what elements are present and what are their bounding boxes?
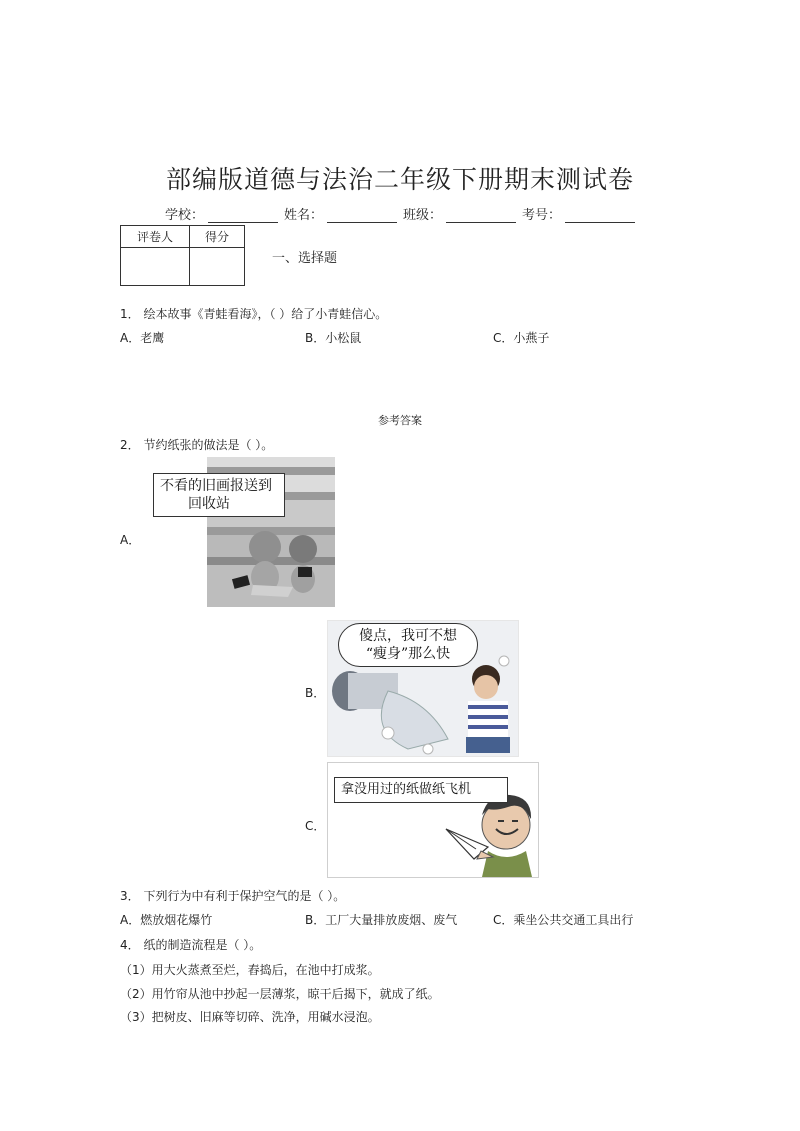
option-a-illustration[interactable] <box>143 457 337 614</box>
question-3-option-a[interactable]: A．燃放烟花爆竹 <box>120 913 213 927</box>
question-4-stem: 4． 纸的制造流程是（ ）。 <box>120 938 262 952</box>
question-3-option-c[interactable]: C．乘坐公共交通工具出行 <box>493 913 634 927</box>
option-c-illustration[interactable] <box>327 762 539 878</box>
question-1-option-b[interactable]: B．小松鼠 <box>305 331 362 345</box>
option-b-illustration[interactable] <box>327 620 519 757</box>
grader-header: 评卷人 <box>121 226 190 248</box>
class-field[interactable] <box>446 208 516 223</box>
option-a-bubble-line1: 不看的旧画报送到 <box>160 478 272 494</box>
question-2-option-b-label[interactable]: B． <box>305 686 326 700</box>
question-3-option-b[interactable]: B．工厂大量排放废烟、废气 <box>305 913 458 927</box>
question-4-step-2: （2）用竹帘从池中抄起一层薄浆，晾干后揭下，就成了纸。 <box>120 987 440 1001</box>
score-cell[interactable] <box>190 248 245 286</box>
option-a-bubble-line2: 回收站 <box>188 496 230 512</box>
question-2-option-c-label[interactable]: C． <box>305 819 326 833</box>
option-c-bubble-text: 拿没用过的纸做纸飞机 <box>341 782 472 797</box>
school-label: 学校： <box>165 208 205 223</box>
option-a-speech-bubble <box>153 473 285 517</box>
section-title: 一、选择题 <box>272 251 338 266</box>
name-field[interactable] <box>327 208 397 223</box>
page-title: 部编版道德与法治二年级下册期末测试卷 <box>165 165 634 194</box>
question-1-option-a[interactable]: A．老鹰 <box>120 331 165 345</box>
class-label: 班级： <box>403 208 443 223</box>
option-b-bubble-line2: “瘦身”那么快 <box>365 646 451 662</box>
question-4-step-3: （3）把树皮、旧麻等切碎、洗净，用碱水浸泡。 <box>120 1010 380 1024</box>
question-1-stem: 1． 绘本故事《青蛙看海》，（ ）给了小青蛙信心。 <box>120 307 388 321</box>
score-header: 得分 <box>190 226 245 248</box>
exam-no-field[interactable] <box>565 208 635 223</box>
student-info-line <box>165 204 641 223</box>
question-3-stem: 3． 下列行为中有利于保护空气的是（ ）。 <box>120 889 346 903</box>
answer-heading: 参考答案 <box>378 414 422 427</box>
question-2-stem: 2． 节约纸张的做法是（ ）。 <box>120 438 274 452</box>
option-c-speech-bubble <box>334 777 508 803</box>
option-b-speech-bubble <box>338 623 478 667</box>
name-label: 姓名： <box>284 208 324 223</box>
option-b-bubble-line1: 傻点，我可不想 <box>359 628 457 644</box>
grader-cell[interactable] <box>121 248 190 286</box>
grader-table <box>120 225 245 286</box>
exam-no-label: 考号： <box>522 208 562 223</box>
question-1-option-c[interactable]: C．小燕子 <box>493 331 550 345</box>
school-field[interactable] <box>208 208 278 223</box>
question-4-step-1: （1）用大火蒸煮至烂，舂捣后，在池中打成浆。 <box>120 963 380 977</box>
question-2-option-a-label[interactable]: A． <box>120 533 141 547</box>
